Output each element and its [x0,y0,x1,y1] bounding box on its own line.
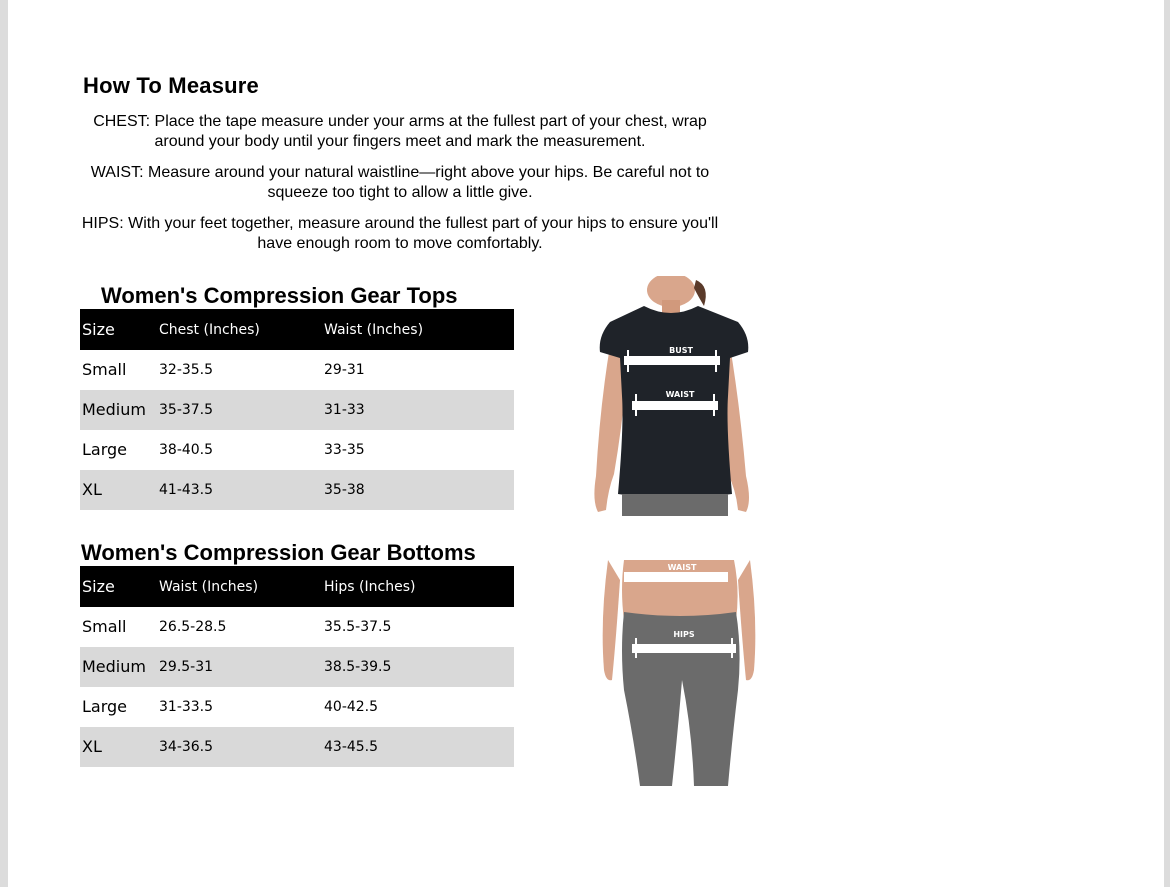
hips-label: HIPS [673,630,695,639]
waist-cell: 29-31 [324,362,365,378]
table-row [80,687,514,727]
model-left-arm [603,560,620,680]
waist-cell: 31-33.5 [159,699,214,715]
document-page [8,0,1164,887]
table-row [80,647,514,687]
bust-tape [624,356,720,365]
chest-cell: 35-37.5 [159,402,214,418]
table-header-row [80,309,514,350]
tops-table-title: Women's Compression Gear Tops [101,283,458,308]
tops-size-table [80,309,514,510]
header-size: Size [82,320,115,339]
table-row [80,727,514,767]
waist-cell: 31-33 [324,402,365,418]
shirt-measurement-figure [578,276,760,516]
chest-cell: 41-43.5 [159,482,214,498]
how-to-measure-heading: How To Measure [83,73,259,98]
waist-cell: 34-36.5 [159,739,214,755]
table-row [80,470,514,510]
leggings-top [622,494,728,516]
waist-cell: 35-38 [324,482,365,498]
bottoms-table-title: Women's Compression Gear Bottoms [81,540,476,565]
waist-label: WAIST [665,390,695,399]
hips-cell: 43-45.5 [324,739,379,755]
bust-label: BUST [669,346,693,355]
table-header-row [80,566,514,607]
hips-instruction: HIPS: With your feet together, measure around the fullest part of your hips to ensure you'll have enough room to move comfortably. [81,215,719,252]
leggings-measurement-figure [594,560,764,786]
header-hips: Hips (Inches) [324,579,416,595]
waist-label: WAIST [667,563,697,572]
hips-cell: 40-42.5 [324,699,379,715]
table-row [80,607,514,647]
waist-instruction: WAIST: Measure around your natural waistline—right above your hips. Be careful not to squeeze too tight to allow a little give. [90,164,710,201]
waist-cell: 26.5-28.5 [159,619,227,635]
header-waist: Waist (Inches) [159,579,259,595]
hips-tape [632,644,736,653]
waist-cell: 33-35 [324,442,365,458]
table-row [80,350,514,390]
size-cell: XL [82,737,102,756]
waist-tape [632,401,718,410]
model-right-arm [738,560,755,680]
header-waist: Waist (Inches) [324,322,424,338]
hips-cell: 38.5-39.5 [324,659,392,675]
bottoms-size-table [80,566,514,767]
size-cell: Small [82,617,127,636]
model-neck [662,300,680,314]
model-hair [694,280,706,306]
hips-cell: 35.5-37.5 [324,619,392,635]
waist-cell: 29.5-31 [159,659,214,675]
chest-instruction: CHEST: Place the tape measure under your arms at the fullest part of your chest, wrap around your body until your fingers meet and mark the measurement. [93,113,707,150]
page-shadow-right [1164,0,1170,887]
size-cell: Small [82,360,127,379]
size-cell: Medium [82,657,146,676]
table-row [80,430,514,470]
chest-cell: 38-40.5 [159,442,214,458]
size-cell: Large [82,697,128,716]
table-row [80,390,514,430]
header-size: Size [82,577,115,596]
chest-cell: 32-35.5 [159,362,214,378]
size-cell: Large [82,440,128,459]
size-cell: XL [82,480,102,499]
header-chest: Chest (Inches) [159,322,260,338]
size-cell: Medium [82,400,146,419]
page-shadow-left [0,0,8,887]
waist-tape [624,572,728,582]
